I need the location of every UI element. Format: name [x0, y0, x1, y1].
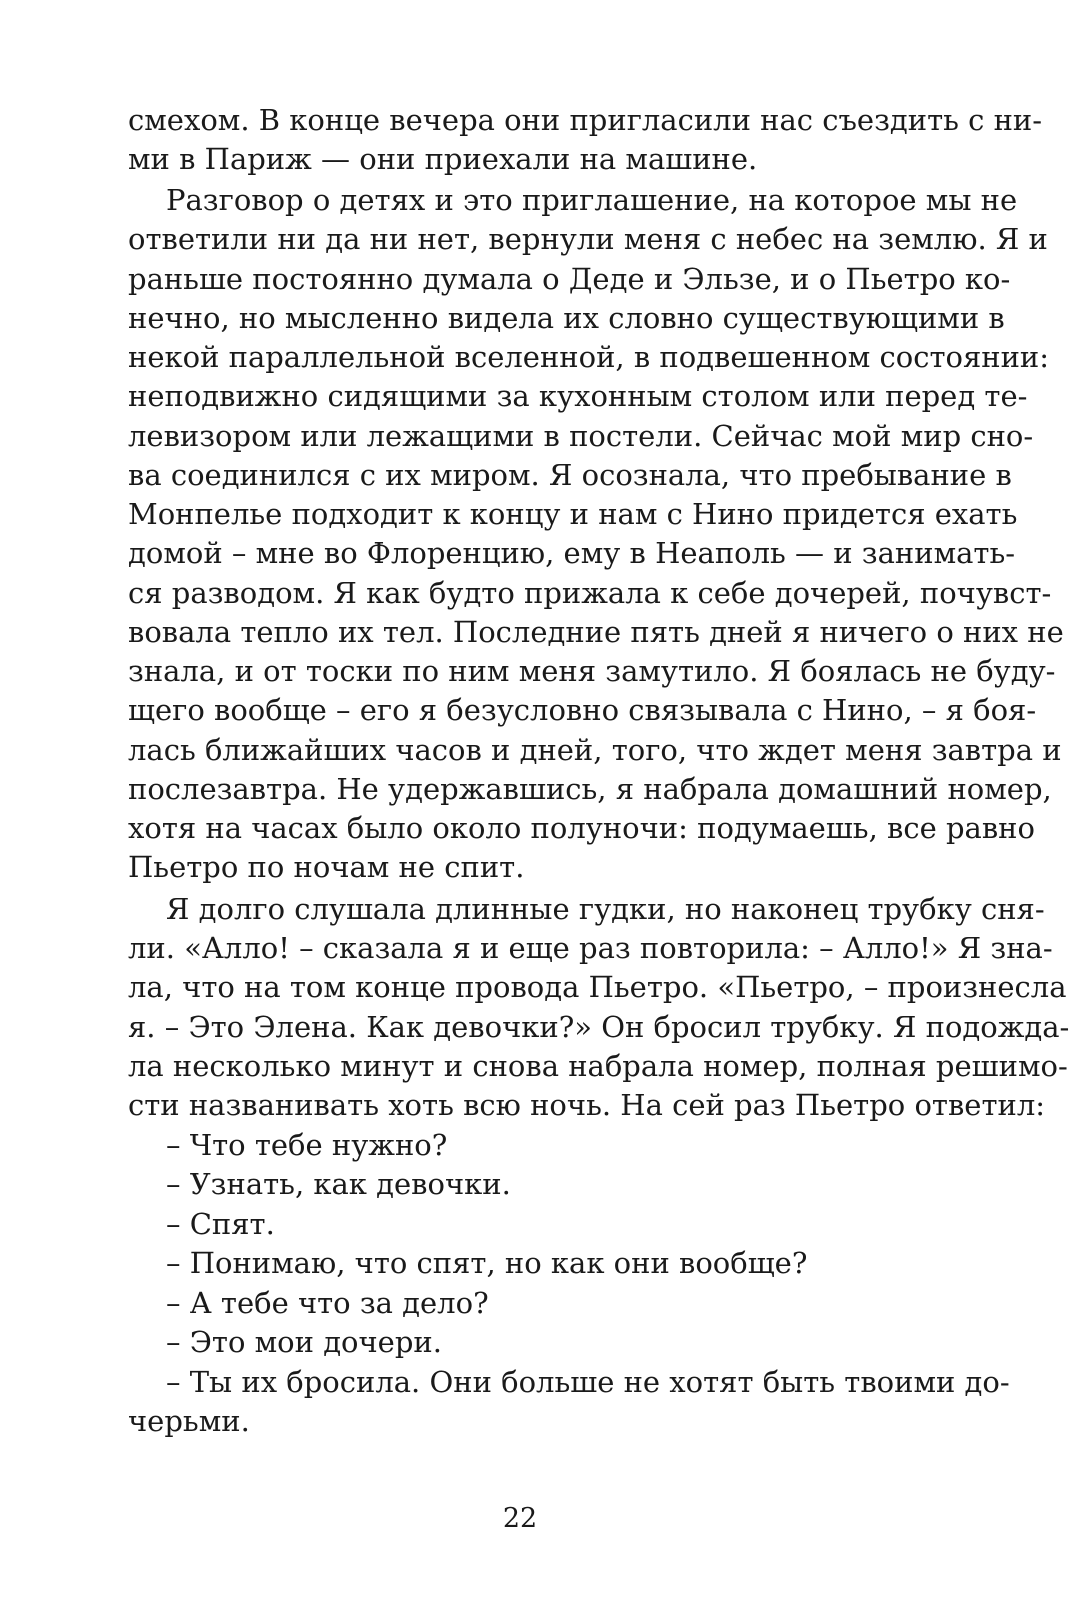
text-line: Монпелье подходит к концу и нам с Нино придется ехать — [128, 497, 1018, 531]
text-line: домой – мне во Флоренцию, ему в Неаполь — и занимать- — [128, 536, 1016, 570]
text-line: сти названивать хоть всю ночь. На сей раз Пьетро ответил: — [128, 1088, 1046, 1122]
text-line: неподвижно сидящими за кухонным столом или перед те- — [128, 379, 1028, 413]
text-line: ли. «Алло! – сказала я и еще раз повторила: – Алло!» Я зна- — [128, 931, 1053, 965]
text-line: черьми. — [128, 1404, 250, 1438]
text-line: я. – Это Элена. Как девочки?» Он бросил трубку. Я подожда- — [128, 1010, 1069, 1044]
text-line: Разговор о детях и это приглашение, на которое мы не — [166, 183, 1018, 217]
page-number: 22 — [502, 1503, 538, 1534]
text-line: раньше постоянно думала о Деде и Эльзе, и о Пьетро ко- — [128, 262, 1011, 296]
text-line: знала, и от тоски по ним меня замутило. Я боялась не буду- — [128, 654, 1056, 688]
text-line: лась ближайших часов и дней, того, что ждет меня завтра и — [128, 733, 1062, 767]
text-line: смехом. В конце вечера они пригласили нас съездить с ни- — [128, 103, 1043, 137]
text-line: ми в Париж — они приехали на машине. — [128, 142, 758, 176]
text-line: вовала тепло их тел. Последние пять дней я ничего о них не — [128, 615, 1064, 649]
text-line: ла, что на том конце провода Пьетро. «Пьетро, – произнесла — [128, 970, 1067, 1004]
dialogue-line: – Что тебе нужно? — [166, 1128, 448, 1162]
text-line: ла несколько минут и снова набрала номер, полная решимо- — [128, 1049, 1068, 1083]
text-line: некой параллельной вселенной, в подвешенном состоянии: — [128, 340, 1050, 374]
dialogue-line: – Ты их бросила. Они больше не хотят быть твоими до- — [166, 1365, 1010, 1399]
text-line: ва соединился с их миром. Я осознала, что пребывание в — [128, 458, 1012, 492]
text-line: левизором или лежащими в постели. Сейчас мой мир сно- — [128, 419, 1034, 453]
dialogue-line: – Спят. — [166, 1207, 275, 1241]
text-line: нечно, но мысленно видела их словно существующими в — [128, 301, 1005, 335]
text-line: ся разводом. Я как будто прижала к себе дочерей, почувст- — [128, 576, 1052, 610]
dialogue-line: – А тебе что за дело? — [166, 1286, 489, 1320]
dialogue-line: – Это мои дочери. — [166, 1325, 442, 1359]
text-line: Пьетро по ночам не спит. — [128, 850, 525, 884]
dialogue-line: – Узнать, как девочки. — [166, 1167, 511, 1201]
text-line: послезавтра. Не удержавшись, я набрала домашний номер, — [128, 772, 1052, 806]
text-line: щего вообще – его я безусловно связывала с Нино, – я боя- — [128, 693, 1037, 727]
dialogue-line: – Понимаю, что спят, но как они вообще? — [166, 1246, 808, 1280]
text-line: ответили ни да ни нет, вернули меня с небес на землю. Я и — [128, 222, 1048, 256]
text-line: хотя на часах было около полуночи: подумаешь, все равно — [128, 811, 1035, 845]
text-line: Я долго слушала длинные гудки, но наконец трубку сня- — [166, 892, 1045, 926]
